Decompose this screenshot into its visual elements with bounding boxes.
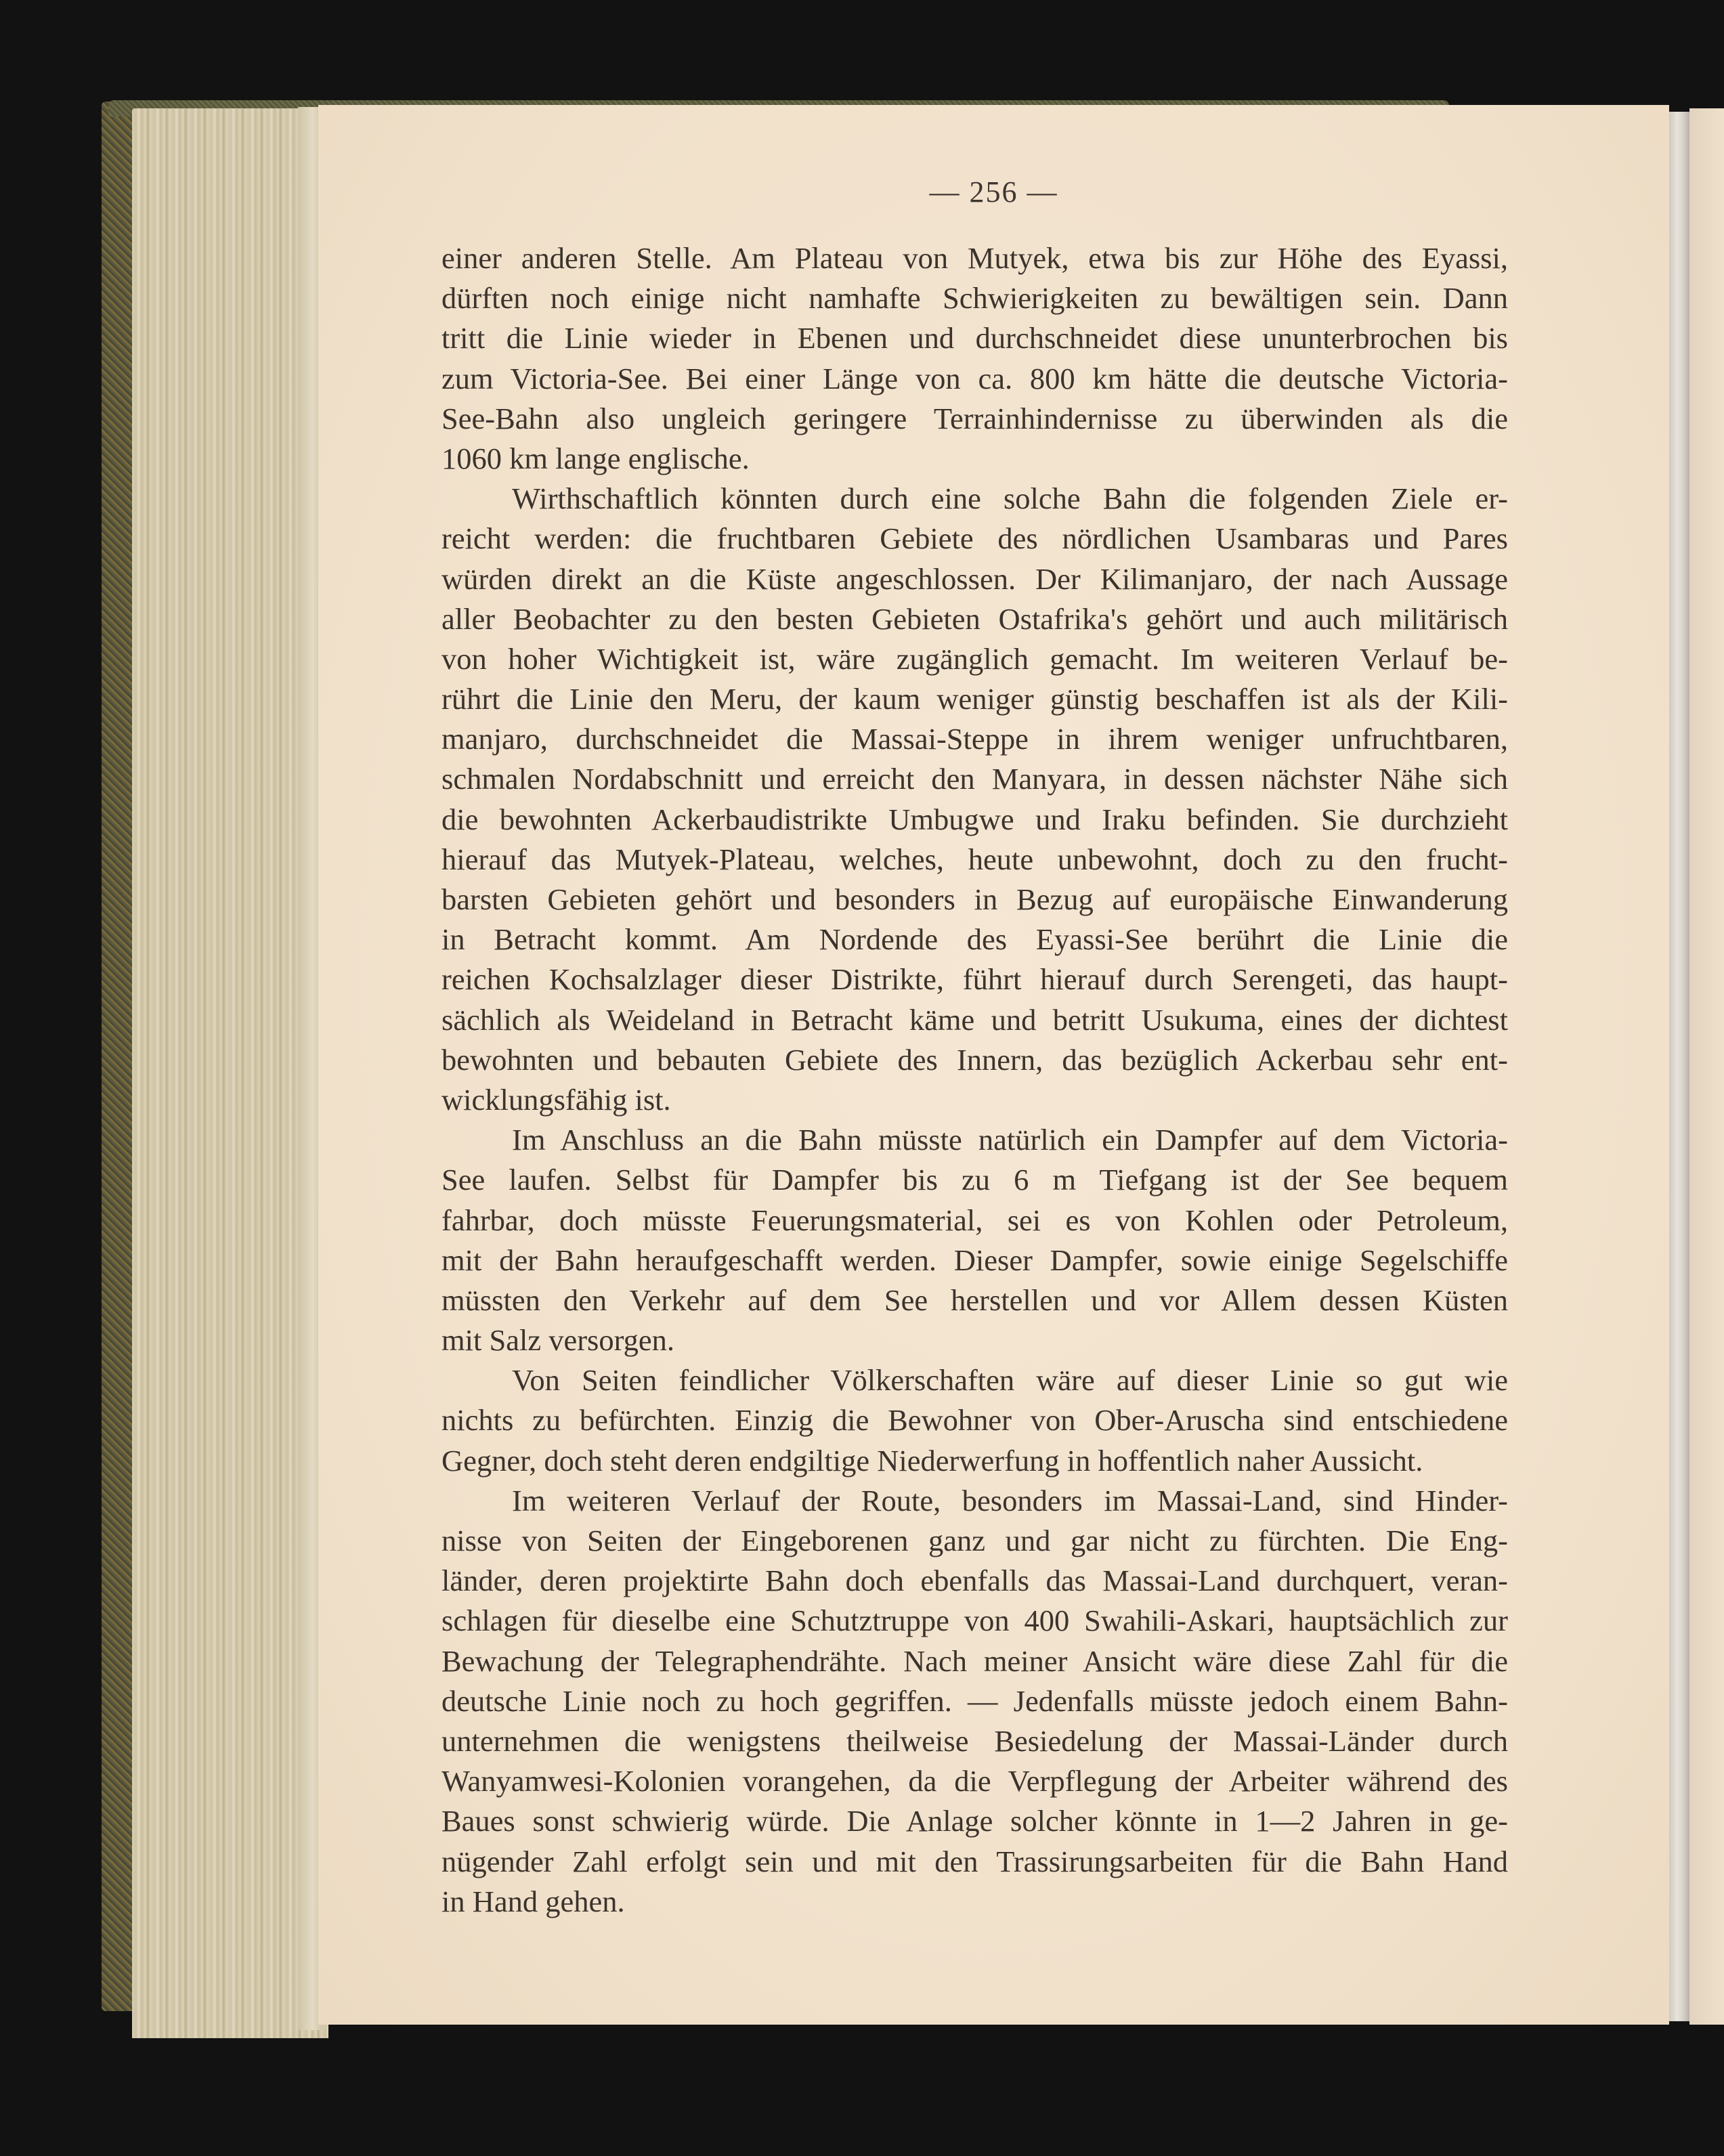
text-line: länder, deren projektirte Bahn doch ebenfalls das Massai-Land durchquert, veran- [441,1564,1508,1598]
text-line: deutsche Linie noch zu hoch gegriffen. — Jedenfalls müsste jedoch einem Bahn- [441,1683,1508,1718]
text-line: Von Seiten feindlicher Völkerschaften wäre auf dieser Linie so gut wie [512,1363,1508,1398]
text-line: bewohnten und bebauten Gebiete des Innern, das bezüglich Ackerbau sehr ent- [441,1042,1508,1077]
facing-page-edge [1689,108,1724,2025]
text-line: nügender Zahl erfolgt sein und mit den Trassirungsarbeiten für die Bahn Hand [441,1844,1508,1878]
text-line: Im Anschluss an die Bahn müsste natürlich ein Dampfer auf dem Victoria- [512,1123,1508,1157]
paragraph [441,1120,1508,1360]
text-line: barsten Gebieten gehört und besonders in Bezug auf europäische Einwanderung [441,882,1508,916]
page-number: — 256 — [929,175,1058,209]
text-line: manjaro, durchschneidet die Massai-Steppe in ihrem weniger unfruchtbaren, [441,722,1508,756]
text-line: die bewohnten Ackerbaudistrikte Umbugwe und Iraku befinden. Sie durchzieht [441,802,1508,836]
text-line: reichen Kochsalzlager dieser Distrikte, führt hierauf durch Serengeti, das haupt- [441,962,1508,997]
text-line: wicklungsfähig ist. [441,1082,671,1117]
text-line: rührt die Linie den Meru, der kaum weniger günstig beschaffen ist als der Kili- [441,682,1508,716]
body-text [441,238,1508,1922]
text-line: schmalen Nordabschnitt und erreicht den Manyara, in dessen nächster Nähe sich [441,762,1508,796]
paragraph [441,479,1508,1120]
text-line: einer anderen Stelle. Am Plateau von Mutyek, etwa bis zur Höhe des Eyassi, [441,241,1508,275]
text-line: würden direkt an die Küste angeschlossen. Der Kilimanjaro, der nach Aussage [441,561,1508,596]
text-line: See laufen. Selbst für Dampfer bis zu 6 m Tiefgang ist der See bequem [441,1163,1508,1197]
text-line: dürften noch einige nicht namhafte Schwierigkeiten zu bewältigen sein. Dann [441,281,1508,316]
text-line: nisse von Seiten der Eingeborenen ganz und gar nicht zu fürchten. Die Eng- [441,1524,1508,1557]
text-line: aller Beobachter zu den besten Gebieten Ostafrika's gehört und auch militärisch [441,601,1508,636]
paragraph [441,1481,1508,1922]
text-line: 1060 km lange englische. [441,441,750,475]
text-line: hierauf das Mutyek-Plateau, welches, heute unbewohnt, doch zu den frucht- [441,842,1508,876]
text-line: mit der Bahn heraufgeschafft werden. Dieser Dampfer, sowie einige Segelschiffe [441,1243,1508,1277]
text-line: mit Salz versorgen. [441,1323,674,1358]
text-line: von hoher Wichtigkeit ist, wäre zugänglich gemacht. Im weiteren Verlauf be- [441,641,1508,676]
text-line: Bewachung der Telegraphendrähte. Nach meiner Ansicht wäre diese Zahl für die [441,1643,1508,1678]
text-line: Im weiteren Verlauf der Route, besonders im Massai-Land, sind Hinder- [512,1483,1508,1517]
text-line: schlagen für dieselbe eine Schutztruppe von 400 Swahili-Askari, hauptsächlich zur [441,1603,1508,1638]
text-line: in Betracht kommt. Am Nordende des Eyassi-See berührt die Linie die [441,922,1508,957]
text-line: reicht werden: die fruchtbaren Gebiete des nördlichen Usambaras und Pares [441,521,1508,556]
book-gutter-binding [1669,112,1689,2021]
text-line: nichts zu befürchten. Einzig die Bewohner von Ober-Aruscha sind entschiedene [441,1403,1508,1438]
text-line: fahrbar, doch müsste Feuerungsmaterial, sei es von Kohlen oder Petroleum, [441,1203,1508,1237]
text-line: Wanyamwesi-Kolonien vorangehen, da die Verpflegung der Arbeiter während des [441,1764,1508,1798]
text-line: in Hand gehen. [441,1884,625,1918]
text-line: tritt die Linie wieder in Ebenen und durchschneidet diese ununterbrochen bis [441,321,1508,355]
text-line: See-Bahn also ungleich geringere Terrainhindernisse zu überwinden als die [441,401,1508,435]
text-line: Baues sonst schwierig würde. Die Anlage solcher könnte in 1—2 Jahren in ge- [441,1804,1508,1838]
paragraph [441,1360,1508,1481]
text-line: sächlich als Weideland in Betracht käme und betritt Usukuma, eines der dichtest [441,1002,1508,1037]
text-line: müssten den Verkehr auf dem See herstellen und vor Allem dessen Küsten [441,1282,1508,1317]
text-line: Gegner, doch steht deren endgiltige Niederwerfung in hoffentlich naher Aussicht. [441,1443,1423,1478]
text-line: Wirthschaftlich könnten durch eine solche Bahn die folgenden Ziele er- [512,481,1508,516]
paragraph [441,238,1508,479]
text-line: zum Victoria-See. Bei einer Länge von ca. 800 km hätte die deutsche Victoria- [441,361,1508,395]
text-line: unternehmen die wenigstens theilweise Besiedelung der Massai-Länder durch [441,1723,1508,1758]
